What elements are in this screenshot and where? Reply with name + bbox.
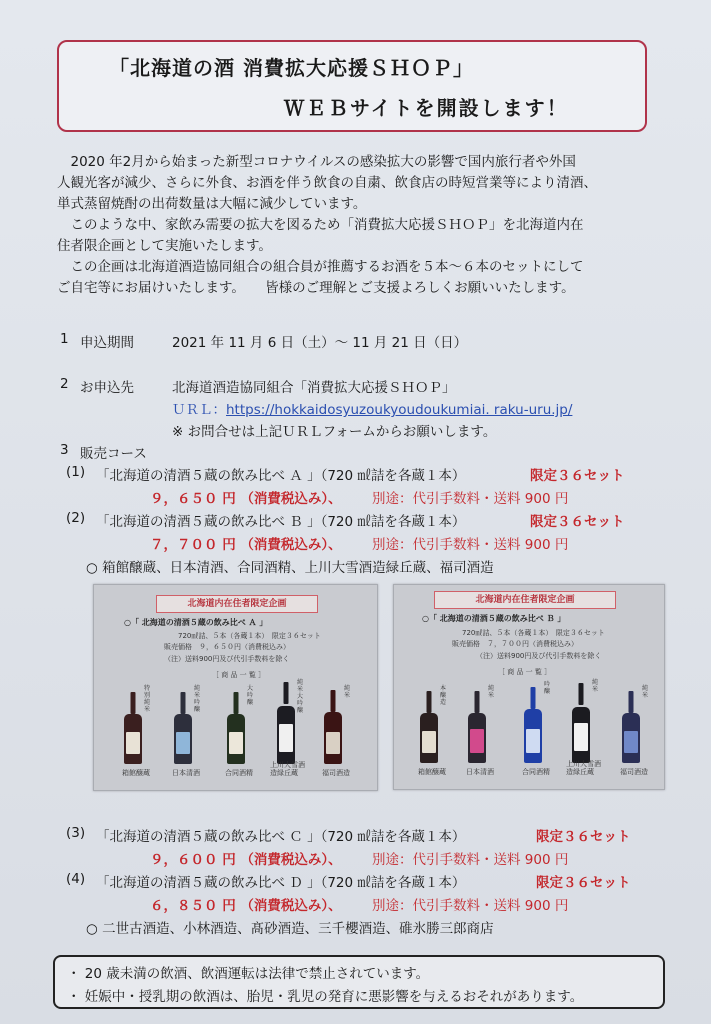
course-name: 「北海道の清酒５蔵の飲み比べ Ｃ 」（720 ㎖詰を各蔵１本） [96,829,466,845]
intro-line: 住者限企画として実施いたします。 [57,238,272,254]
flyer-price: 販売価格 ９，６５０円（消費税込み） [164,643,290,651]
course-limit: 限定３６セット [536,829,631,845]
url-label: ＵＲＬ： [172,402,226,418]
apply-value: 北海道酒造協同組合「消費拡大応援ＳＨＯＰ」 [172,380,456,396]
course-name: 「北海道の清酒５蔵の飲み比べ Ａ 」（720 ㎖詰を各蔵１本） [96,468,466,484]
flyer-list-label: ［ 商 品 一 覧 ］ [212,671,266,679]
intro-line: 単式蒸留焼酎の出荷数量は大幅に減少しています。 [57,196,367,212]
sake-bottle [622,691,640,763]
apply-label: お申込先 [80,380,134,396]
sake-bottle [124,692,142,764]
course-extra: 別途：代引手数料・送料 900 円 [372,537,569,553]
flyer-spec: 720㎖詰、５本（各蔵１本） 限定３６セット [462,629,605,637]
intro-line: 人観光客が減少、さらに外食、お酒を伴う飲食の自粛、飲食店の時短営業等により清酒、 [57,175,597,191]
bottle-brewery: 上川大雪酒造緑丘蔵 [270,761,305,777]
bottle-label-text: 純米 [344,685,351,699]
courses-number: 3 [60,442,69,458]
flyer-title: ○「 北海道の清酒５蔵の飲み比べ Ｂ 」 [422,614,566,623]
flyer-title: ○「 北海道の清酒５蔵の飲み比べ Ａ 」 [124,618,268,627]
bottle-label-text: 大吟醸 [247,685,254,706]
bottle-label-text: 本醸造 [440,685,447,706]
notice-line: ・ 妊娠中・授乳期の飲酒は、胎児・乳児の発育に悪影響を与えるおそれがあります。 [67,989,584,1005]
sake-bottle [227,692,245,764]
course-name: 「北海道の清酒５蔵の飲み比べ Ｂ 」（720 ㎖詰を各蔵１本） [96,514,466,530]
course-limit: 限定３６セット [536,875,631,891]
breweries-ab: ○ 箱館醸蔵、日本清酒、合同酒精、上川大雪酒造緑丘蔵、福司酒造 [86,560,494,576]
bottle-label-text: 純米吟醸 [194,685,201,713]
sake-bottle [524,687,542,763]
intro-line: ご自宅等にお届けいたします。 皆様のご理解とご支援よろしくお願いいたします。 [57,280,575,296]
course-number: (4) [66,871,86,887]
course-price: ７，７００ 円 （消費税込み）、 [150,537,342,553]
flyer-image-a [93,584,378,791]
apply-number: 2 [60,376,69,392]
course-price: ９，６５０ 円 （消費税込み）、 [150,491,342,507]
course-name: 「北海道の清酒５蔵の飲み比べ Ｄ 」（720 ㎖詰を各蔵１本） [96,875,466,891]
course-price: ６，８５０ 円 （消費税込み）、 [150,898,342,914]
breweries-cd: ○ 二世古酒造、小林酒造、髙砂酒造、三千櫻酒造、碓氷勝三郎商店 [86,921,494,937]
bottle-brewery: 日本清酒 [172,769,200,777]
sake-bottle [468,691,486,763]
flyer-header: 北海道内在住者限定企画 [434,591,616,609]
intro-line: この企画は北海道酒造協同組合の組合員が推薦するお酒を５本～６本のセットにして [57,259,584,275]
course-number: (1) [66,464,86,480]
flyer-shipping: （注）送料900円及び代引手数料を除く [476,652,602,660]
period-label: 申込期間 [80,335,134,351]
flyer-header: 北海道内在住者限定企画 [156,595,318,613]
bottle-brewery: 合同酒精 [522,768,550,776]
bottle-label-text: 純米 [642,685,649,699]
sake-bottle [324,690,342,764]
period-number: 1 [60,331,69,347]
intro-line: 2020 年2月から始まった新型コロナウイルスの感染拡大の影響で国内旅行者や外国 [57,154,576,170]
course-number: (3) [66,825,86,841]
courses-label: 販売コース [80,446,147,462]
bottle-label-text: 特別純米 [144,685,151,713]
flyer-shipping: （注）送料900円及び代引手数料を除く [164,655,290,663]
bottle-brewery: 箱館醸蔵 [122,769,150,777]
bottle-label-text: 純米大吟醸 [297,679,304,714]
intro-line: このような中、家飲み需要の拡大を図るため「消費拡大応援ＳＨＯＰ」を北海道内在 [57,217,584,233]
title-line-2: ＷＥＢサイトを開設します！ [284,96,569,120]
flyer-list-label: ［ 商 品 一 覧 ］ [498,668,552,676]
course-limit: 限定３６セット [530,468,625,484]
course-number: (2) [66,510,86,526]
course-limit: 限定３６セット [530,514,625,530]
bottle-brewery: 福司酒造 [322,769,350,777]
bottle-label-text: 吟醸 [544,681,551,695]
sake-bottle [277,682,295,764]
apply-note: ※ お問合せは上記ＵＲＬフォームからお願いします。 [172,424,497,440]
url-row [172,398,572,418]
flyer-price: 販売価格 ７，７００円（消費税込み） [452,640,578,648]
notice-box [53,955,665,1009]
flyer-spec: 720㎖詰、５本（各蔵１本） 限定３６セット [178,632,321,640]
period-value: 2021 年 11 月 6 日（土）～ 11 月 21 日（日） [172,335,468,351]
intro-paragraph [57,152,597,299]
course-extra: 別途：代引手数料・送料 900 円 [372,491,569,507]
course-price: ９，６００ 円 （消費税込み）、 [150,852,342,868]
course-extra: 別途：代引手数料・送料 900 円 [372,898,569,914]
title-box [57,40,647,132]
sake-bottle [572,683,590,763]
sake-bottle [420,691,438,763]
bottle-label-text: 純米 [592,679,599,693]
bottle-label-text: 純米 [488,685,495,699]
bottle-brewery: 上川大雪酒造緑丘蔵 [566,760,601,776]
title-line-1: 「北海道の酒 消費拡大応援ＳＨＯＰ」 [109,56,474,80]
flyer-image-b [393,584,665,790]
course-extra: 別途：代引手数料・送料 900 円 [372,852,569,868]
bottle-brewery: 日本清酒 [466,768,494,776]
sake-bottle [174,692,192,764]
bottle-brewery: 合同酒精 [225,769,253,777]
notice-line: ・ 20 歳未満の飲酒、飲酒運転は法律で禁止されています。 [67,966,430,982]
apply-url-link[interactable]: https://hokkaidosyuzoukyoudoukumiai. raku-uru.jp/ [226,402,573,418]
bottle-brewery: 福司酒造 [620,768,648,776]
bottle-brewery: 箱館醸蔵 [418,768,446,776]
